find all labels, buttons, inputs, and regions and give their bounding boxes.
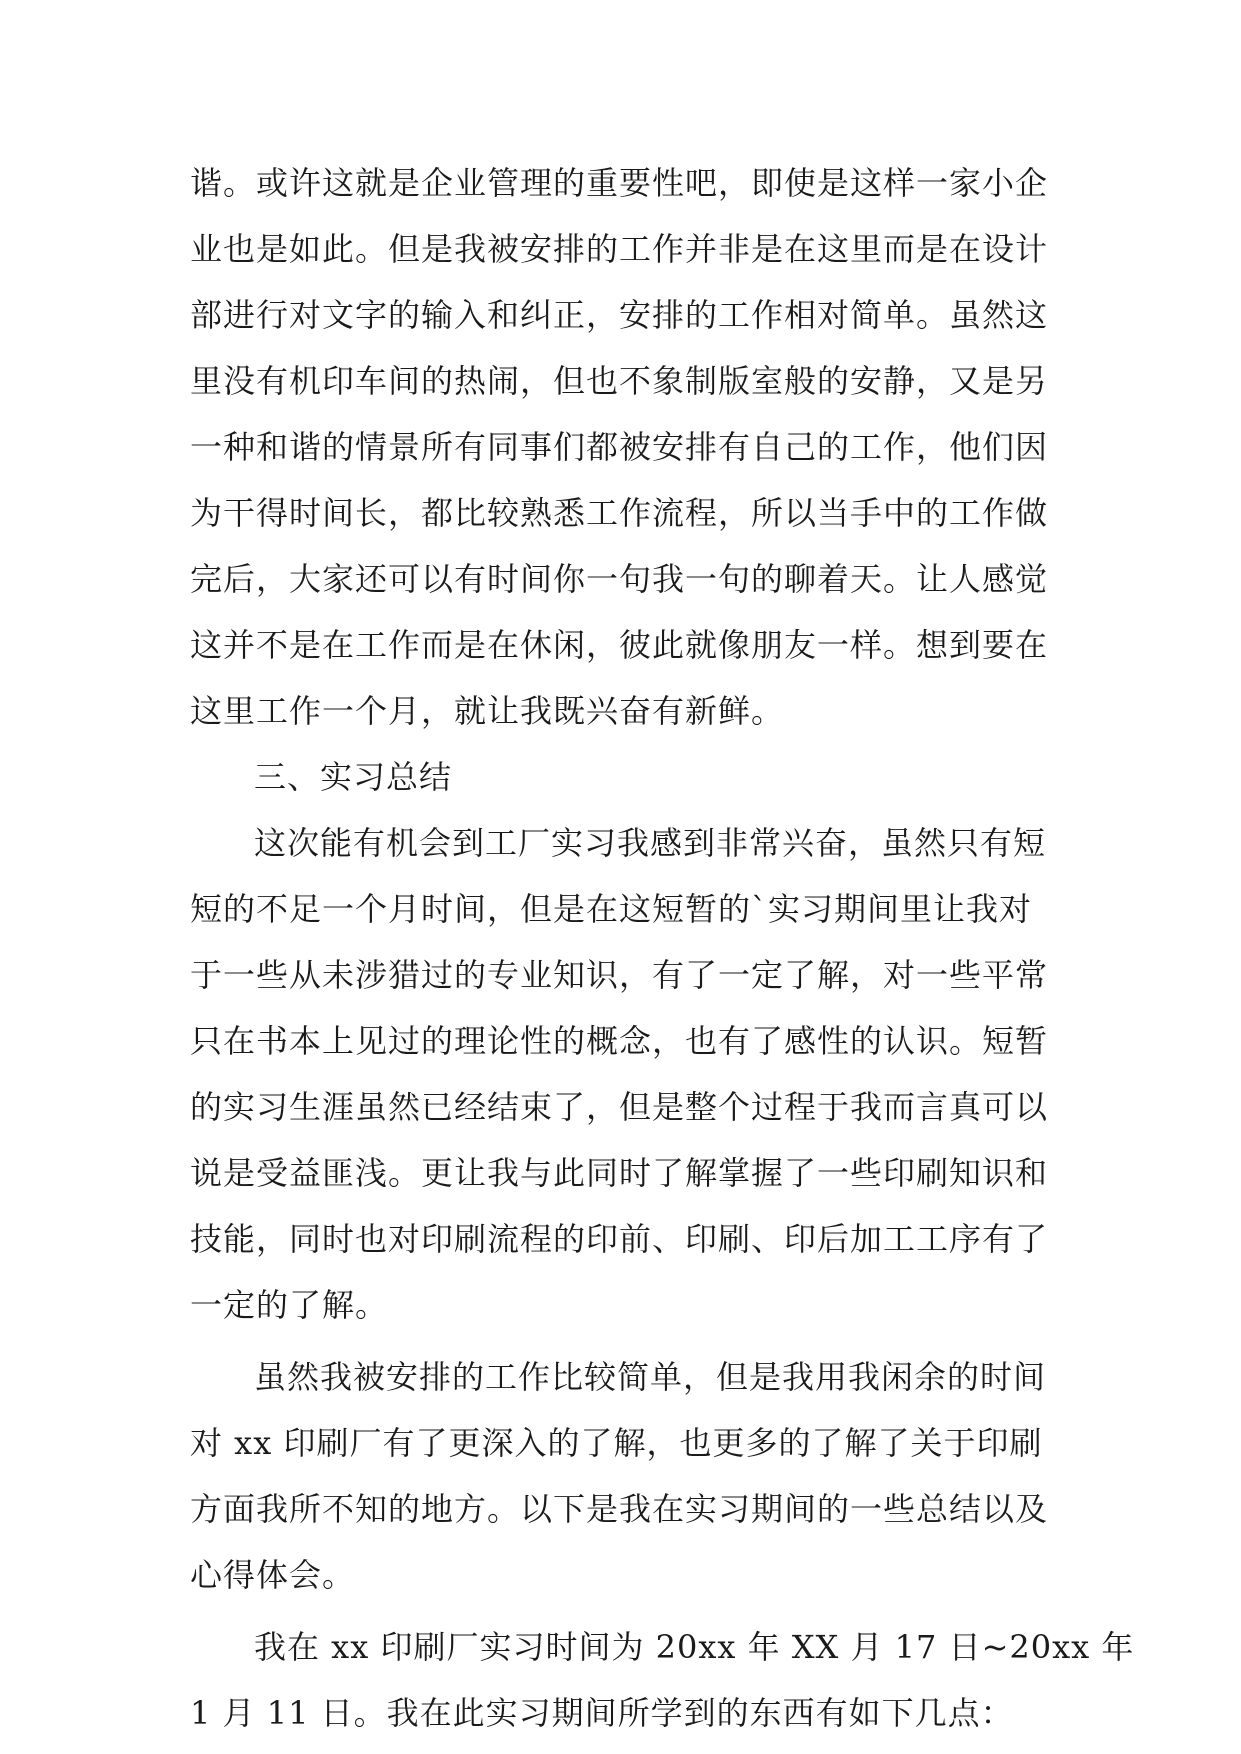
text-line: 为干得时间长，都比较熟悉工作流程，所以当手中的工作做	[190, 494, 1049, 532]
text-line: 说是受益匪浅。更让我与此同时了解掌握了一些印刷知识和	[190, 1154, 1049, 1192]
document-body	[190, 150, 1135, 1746]
text-line: 完后，大家还可以有时间你一句我一句的聊着天。让人感觉	[190, 560, 1049, 598]
text-line: 一种和谐的情景所有同事们都被安排有自己的工作，他们因	[190, 428, 1049, 466]
text-line: 技能，同时也对印刷流程的印前、印刷、印后加工工序有了	[190, 1220, 1049, 1258]
text-line: 这次能有机会到工厂实习我感到非常兴奋，虽然只有短	[254, 824, 1047, 862]
text-line: 对 xx 印刷厂有了更深入的了解，也更多的了解了关于印刷	[190, 1424, 1043, 1462]
text-line: 1 月 11 日。我在此实习期间所学到的东西有如下几点：	[190, 1694, 1014, 1732]
text-line: 一定的了解。	[190, 1286, 389, 1324]
text-line: 只在书本上见过的理论性的概念，也有了感性的认识。短暂	[190, 1022, 1049, 1060]
text-line: 短的不足一个月时间，但是在这短暂的`实习期间里让我对	[190, 890, 1033, 928]
text-line: 虽然我被安排的工作比较简单，但是我用我闲余的时间	[254, 1358, 1047, 1396]
text-line: 方面我所不知的地方。以下是我在实习期间的一些总结以及	[190, 1490, 1049, 1528]
section-heading: 三、实习总结	[254, 758, 453, 796]
paragraph-3	[190, 1344, 1060, 1608]
text-line: 谐。或许这就是企业管理的重要性吧，即使是这样一家小企	[190, 164, 1049, 202]
paragraph-1	[190, 150, 1060, 744]
text-line: 这里工作一个月，就让我既兴奋有新鲜。	[190, 692, 785, 730]
paragraph-4	[190, 1614, 1135, 1746]
paragraph-2	[190, 810, 1060, 1338]
text-line: 里没有机印车间的热闹，但也不象制版室般的安静，又是另	[190, 362, 1049, 400]
text-line: 于一些从未涉猎过的专业知识，有了一定了解，对一些平常	[190, 956, 1049, 994]
text-line: 部进行对文字的输入和纠正，安排的工作相对简单。虽然这	[190, 296, 1049, 334]
text-line: 心得体会。	[190, 1556, 356, 1594]
text-line: 的实习生涯虽然已经结束了，但是整个过程于我而言真可以	[190, 1088, 1049, 1126]
text-line: 这并不是在工作而是在休闲，彼此就像朋友一样。想到要在	[190, 626, 1049, 664]
text-line: 业也是如此。但是我被安排的工作并非是在这里而是在设计	[190, 230, 1049, 268]
text-line: 我在 xx 印刷厂实习时间为 20xx 年 XX 月 17 日~20xx 年	[254, 1628, 1135, 1666]
